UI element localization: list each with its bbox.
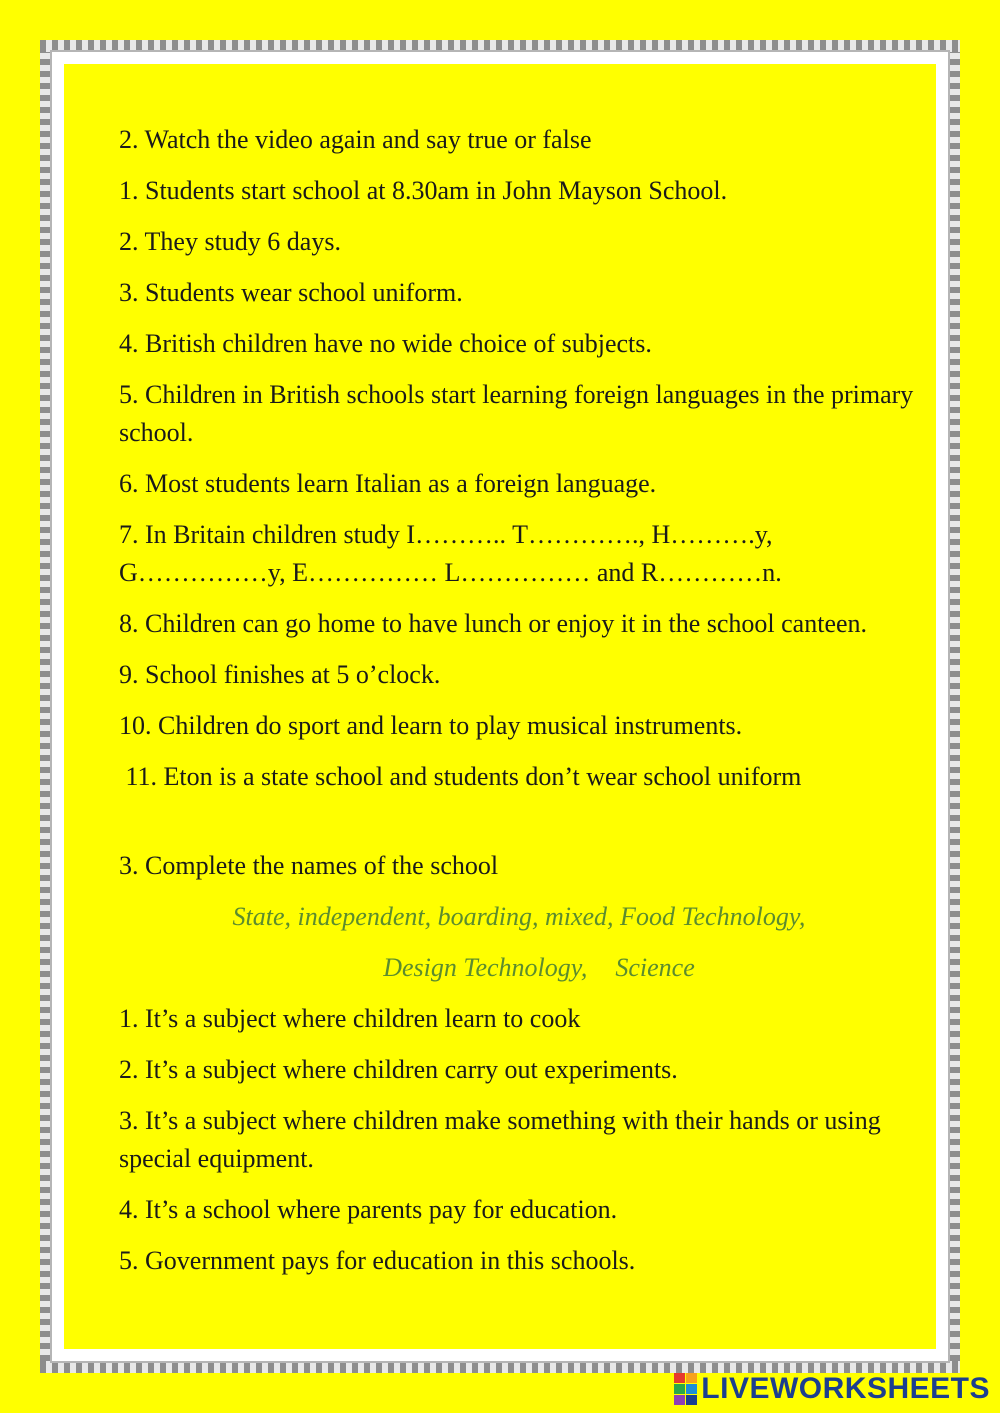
logo-block-red — [674, 1373, 685, 1383]
statement-7: 7. In Britain children study I……….. T…………., H……….y, G……………y, E…………… L…………… and R…………n. — [119, 520, 782, 587]
logo-block-orange — [686, 1373, 697, 1383]
statement-5: 5. Children in British schools start learning foreign languages in the primary school. — [119, 380, 914, 447]
word-bank-science: Science — [615, 953, 695, 982]
logo-block-green — [674, 1384, 685, 1394]
section-gap — [119, 809, 919, 847]
logo-block-blue — [686, 1384, 697, 1394]
statement-2: 2. They study 6 days. — [119, 227, 341, 256]
definition-1: 1. It’s a subject where children learn to cook — [119, 1004, 581, 1033]
section-2-title: 2. Watch the video again and say true or false — [119, 125, 592, 154]
definition-5: 5. Government pays for education in this schools. — [119, 1246, 636, 1275]
statement-4: 4. British children have no wide choice of subjects. — [119, 329, 652, 358]
liveworksheets-logo[interactable] — [674, 1371, 990, 1407]
worksheet-content — [119, 121, 919, 1293]
statement-11: 11. Eton is a state school and students don’t wear school uniform — [119, 762, 802, 791]
logo-text: LIVEWORKSHEETS — [701, 1372, 990, 1405]
logo-block-navy — [686, 1395, 697, 1405]
statement-8: 8. Children can go home to have lunch or enjoy it in the school canteen. — [119, 609, 868, 638]
statement-3: 3. Students wear school uniform. — [119, 278, 463, 307]
definition-4: 4. It’s a school where parents pay for education. — [119, 1195, 618, 1224]
statement-1: 1. Students start school at 8.30am in John Mayson School. — [119, 176, 728, 205]
word-bank-line-1: State, independent, boarding, mixed, Food Technology, — [232, 902, 806, 931]
logo-mark-icon — [674, 1373, 697, 1405]
word-bank-design-technology: Design Technology, — [383, 953, 588, 982]
definition-3: 3. It’s a subject where children make something with their hands or using special equipment. — [119, 1106, 881, 1173]
logo-block-purple — [674, 1395, 685, 1405]
word-bank-line-2 — [119, 949, 919, 987]
statement-9: 9. School finishes at 5 o’clock. — [119, 660, 441, 689]
statement-10: 10. Children do sport and learn to play musical instruments. — [119, 711, 743, 740]
definition-2: 2. It’s a subject where children carry out experiments. — [119, 1055, 678, 1084]
section-3-title: 3. Complete the names of the school — [119, 851, 499, 880]
statement-6: 6. Most students learn Italian as a foreign language. — [119, 469, 657, 498]
